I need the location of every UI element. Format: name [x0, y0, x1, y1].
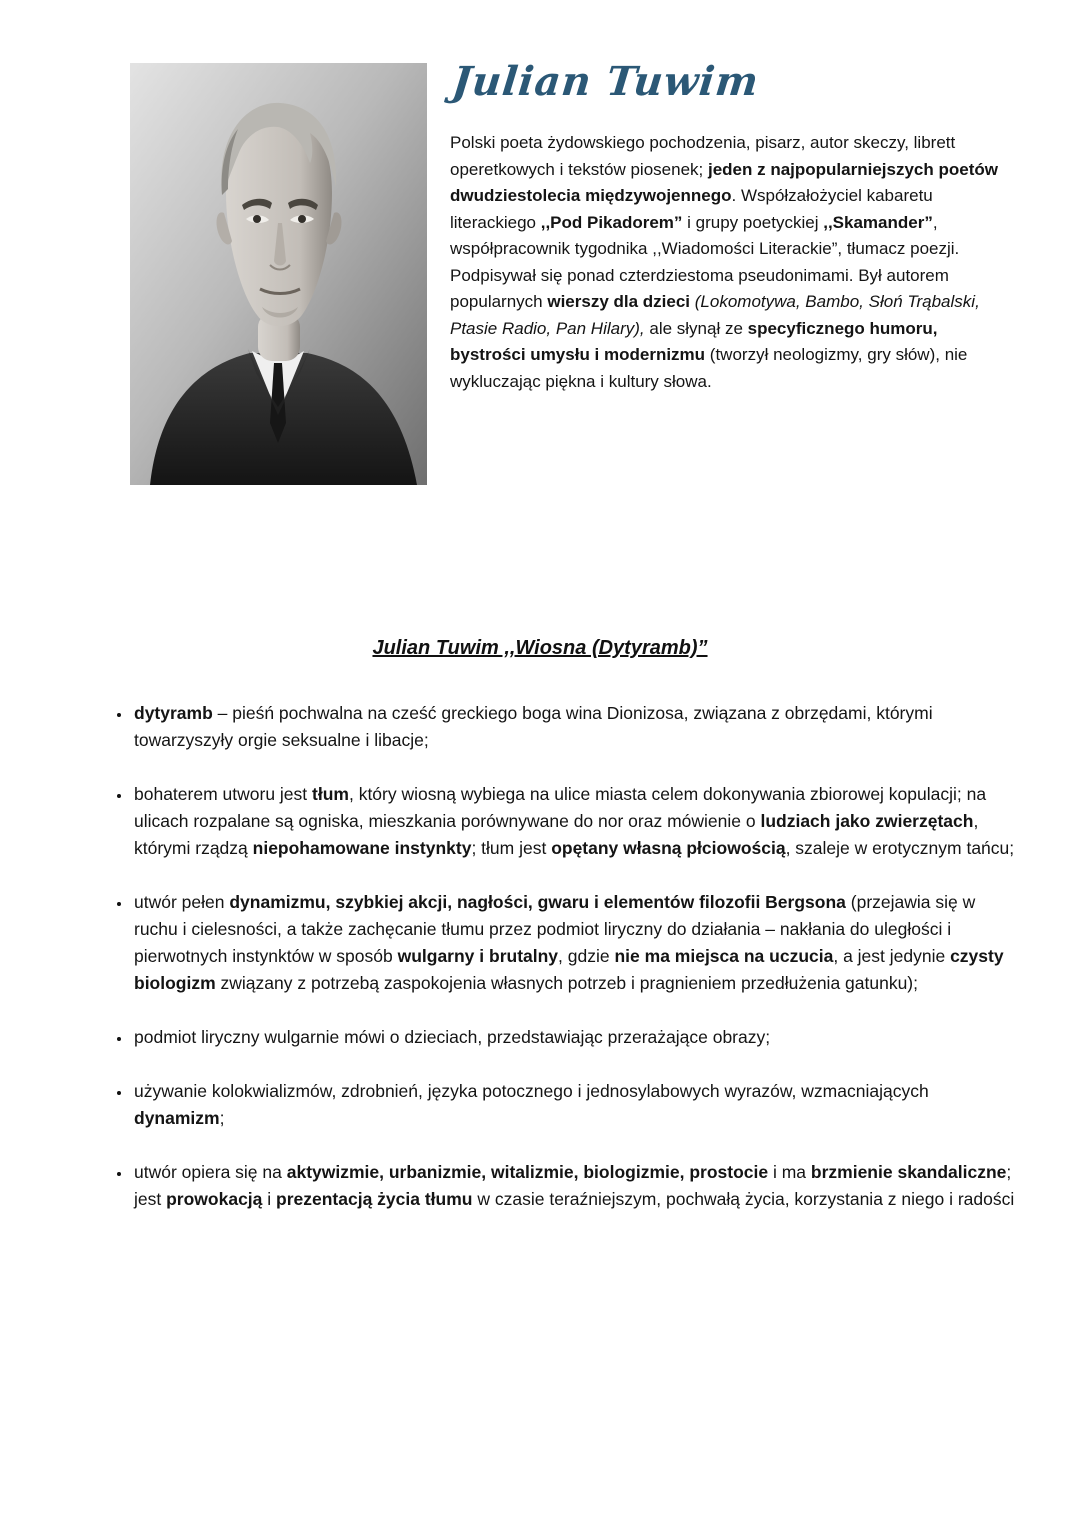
list-item	[132, 1159, 1016, 1213]
list-item-text: dytyramb – pieśń pochwalna na cześć greckiego boga wina Dionizosa, związana z obrzędami, którymi towarzyszyły orgie seksualne i libacje;	[134, 703, 933, 750]
bio-paragraph: Polski poeta żydowskiego pochodzenia, pisarz, autor skeczy, librett operetkowych i tekstów piosenek; jeden z najpopularniejszych poetów dwudziestolecia międzywojennego. Współzałożyciel kabaretu literackiego ,,Pod Pikadorem” i grupy poetyckiej ,,Skamander”, współpracownik tygodnika ,,Wiadomości Literackie”, tłumacz poezji. Podpisywał się ponad czterdziestoma pseudonimami. Był autorem popularnych wierszy dla dzieci (Lokomotywa, Bambo, Słoń Trąbalski, Ptasie Radio, Pan Hilary), ale słynął ze specyficznego humoru, bystrości umysłu i modernizmu (tworzył neologizmy, gry słów), nie wykluczając piękna i kultury słowa.	[450, 133, 998, 391]
page-title: Julian Tuwim	[449, 58, 762, 105]
list-item-text: podmiot liryczny wulgarnie mówi o dzieciach, przedstawiając przerażające obrazy;	[134, 1027, 771, 1047]
list-item	[132, 1024, 1016, 1051]
list-item-text: używanie kolokwializmów, zdrobnień, języka potocznego i jednosylabowych wyrazów, wzmacniających dynamizm;	[134, 1081, 929, 1128]
section-heading: Julian Tuwim ,,Wiosna (Dytyramb)”	[372, 637, 708, 659]
header-section	[0, 0, 1080, 637]
portrait-photo	[130, 63, 427, 485]
list-item	[132, 1078, 1016, 1132]
list-item	[132, 700, 1016, 754]
portrait-illustration	[130, 63, 427, 485]
list-item-text: utwór opiera się na aktywizmie, urbanizmie, witalizmie, biologizmie, prostocie i ma brzmienie skandaliczne; jest prowokacją i prezentacją życia tłumu w czasie teraźniejszym, pochwałą życia, korzystania z niego i radości	[134, 1162, 1015, 1209]
notes-list	[0, 700, 1080, 1213]
list-item	[132, 889, 1016, 997]
header-text-column	[450, 60, 1016, 412]
list-item	[132, 781, 1016, 862]
list-item-text: utwór pełen dynamizmu, szybkiej akcji, nagłości, gwaru i elementów filozofii Bergsona (przejawia się w ruchu i cielesności, a także zachęcanie tłumu przez podmiot liryczny do działania – nakłania do uległości i pierwotnych instynktów w sposób wulgarny i brutalny, gdzie nie ma miejsca na uczucia, a jest jedynie czysty biologizm związany z potrzebą zaspokojenia własnych potrzeb i pragnieniem przedłużenia gatunku);	[134, 892, 1004, 993]
list-item-text: bohaterem utworu jest tłum, który wiosną wybiega na ulice miasta celem dokonywania zbiorowej kopulacji; na ulicach rozpalane są ogniska, mieszkania porównywane do nor oraz mówienie o ludziach jako zwierzętach, którymi rządzą niepohamowane instynkty; tłum jest opętany własną płciowością, szaleje w erotycznym tańcu;	[134, 784, 1015, 858]
